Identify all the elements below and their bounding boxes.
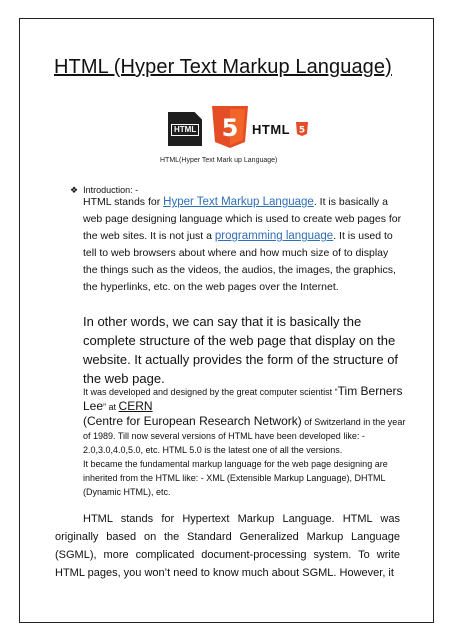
history-paragraph	[83, 384, 413, 499]
p3-text-e: It became the fundamental markup language for the web page designing are inherited from the HTML like: - XML (Extensible Markup Language), DHTML (Dynamic HTML), etc.	[83, 459, 388, 497]
page-title: HTML (Hyper Text Markup Language)	[54, 56, 392, 78]
html-file-icon-label: HTML	[171, 124, 199, 136]
html-file-icon	[168, 112, 202, 146]
intro-label: Introduction: -	[83, 185, 139, 195]
intro-paragraph	[83, 194, 403, 296]
diamond-bullet-icon: ❖	[70, 185, 79, 195]
tim-berners-lee-text: Tim Berners Lee	[83, 384, 403, 413]
p1-text-c: . It is used to tell to web browsers about where and how much size of to display the things such as the videos, the audios, the images, the graphics, the hyperlinks, etc. on the web pages over the Internet.	[83, 230, 396, 293]
logo-caption: HTML(Hyper Text Mark up Language)	[160, 157, 278, 164]
html5-mini-shield-digit: 5	[298, 125, 306, 136]
html5-wordmark: HTML	[252, 122, 291, 137]
p1-text-a: HTML stands for	[83, 196, 164, 208]
cern-text: CERN	[118, 399, 153, 413]
p3-text-d: of Switzerland in the year of 1989. Till now several versions of HTML have been developed like: - 2.0,3.0,4.0,5.0, etc. HTML 5.0 is the latest one of all the versions.	[83, 417, 406, 455]
html5-mini-shield-icon	[296, 122, 308, 136]
p3-text-b: ” at	[103, 402, 119, 412]
structure-paragraph: In other words, we can say that it is basically the complete structure of the web page that display on the website. It actually provides the form of the structure of the web page.	[83, 314, 399, 386]
p1-text-b: . It is basically a web page designing language which is used to create web pages for the web sites. It is not just a	[83, 196, 402, 242]
programming-language-link[interactable]: programming language	[214, 230, 334, 242]
cern-expansion: (Centre for European Research Network)	[83, 414, 302, 428]
p3-text-a: It was developed and designed by the great computer scientist “	[83, 387, 338, 397]
hyper-text-markup-language-link[interactable]: Hyper Text Markup Language	[163, 196, 314, 208]
html5-shield-icon	[212, 106, 248, 148]
body-paragraph: HTML stands for Hypertext Markup Language. HTML was originally based on the Standard Generalized Markup Language (SGML), more complicated document-processing system. To write HTML pages, you won’t need to know much about SGML. However, it	[55, 513, 400, 579]
html5-shield-digit: 5	[221, 114, 239, 142]
html-logo	[168, 104, 308, 152]
